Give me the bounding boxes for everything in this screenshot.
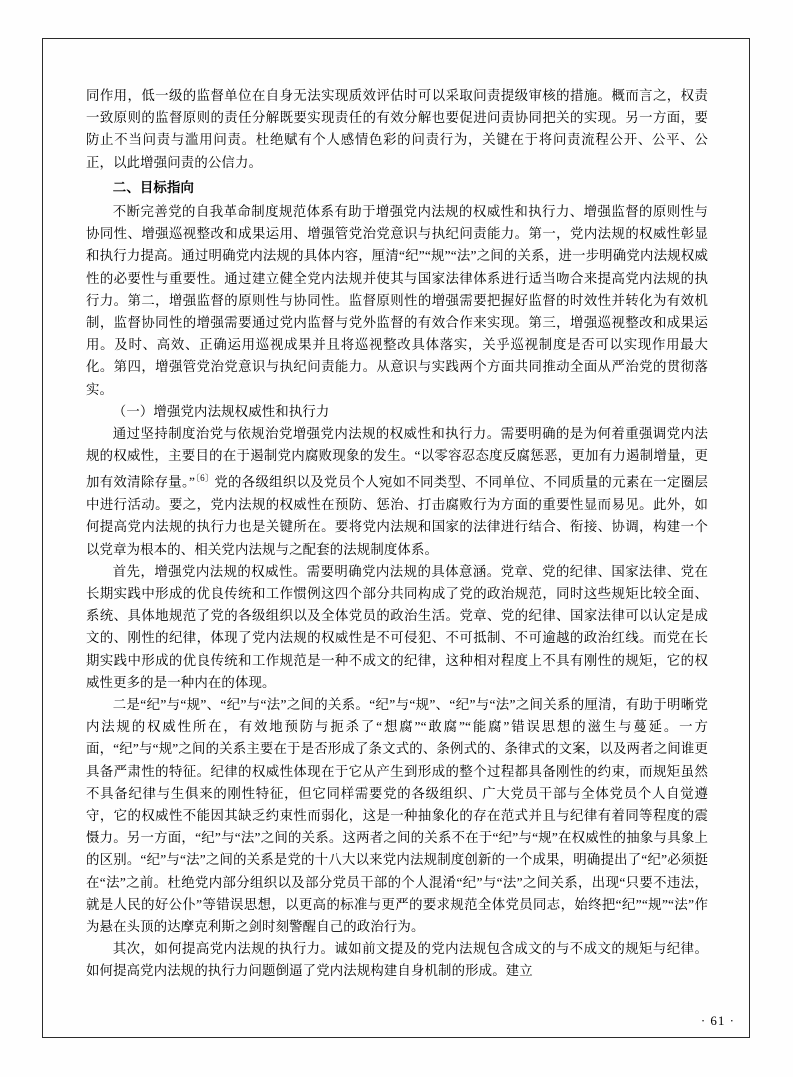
paragraph-text-part-1: 通过坚持制度治党与依规治党增强党内法规的权威性和执行力。需要明确的是为何着重强调党内法规的权威性，主要目的在于遏制党内腐败现象的发生。“以零容忍态度反腐惩恶，更加有力遏制增量，更加有效清除存量。” xyxy=(86,426,708,490)
body-paragraph: 同作用，低一级的监督单位在自身无法实现质效评估时可以采取问责提级审核的措施。概而言之，权责一致原则的监督原则的责任分解既要实现责任的有效分解也要促进问责协同把关的实现。另一方面，要防止不当问责与滥用问责。杜绝赋有个人感情色彩的问责行为，关键在于将问责流程公开、公平、公正，以此增强问责的公信力。 xyxy=(86,88,708,170)
section-heading: 二、目标指向 xyxy=(112,179,195,195)
body-paragraph: 其次，如何提高党内法规的执行力。诚如前文提及的党内法规包含成文的与不成文的规矩与纪律。如何提高党内法规的执行力问题倒逼了党内法规构建自身机制的形成。建立 xyxy=(86,941,708,979)
body-paragraph: 二是“纪”与“规”、“纪”与“法”之间的关系。“纪”与“规”、“纪”与“法”之间关系的厘清，有助于明晰党内法规的权威性所在，有效地预防与扼杀了“想腐”“敢腐”“能腐”错误思想的滋生与蔓延。一方面，“纪”与“规”之间的关系主要在于是否形成了条文式的、条例式的、条律式的文案，以及两者之间谁更具备严肃性的特征。纪律的权威性体现在于它从产生到形成的整个过程都具备刚性的约束，而规矩虽然不具备纪律与生俱来的刚性特征，但它同样需要党的各级组织、广大党员干部与全体党员个人自觉遵守，它的权威性不能因其缺乏约束性而弱化，这是一种抽象化的存在范式并且与纪律有着同等程度的震慑力。另一方面，“纪”与“法”之间的关系。这两者之间的关系不在于“纪”与“规”在权威性的抽象与具象上的区别。“纪”与“法”之间的关系是党的十八大以来党内法规制度创新的一个成果，明确提出了“纪”必须挺在“法”之前。杜绝党内部分组织以及部分党员干部的个人混淆“纪”与“法”之间关系，出现“只要不违法，就是人民的好公仆”等错误思想，以更高的标准与更严的要求规范全体党员同志，始终把“纪”“规”“法”作为悬在头顶的达摩克利斯之剑时刻警醒自己的政治行为。 xyxy=(86,696,708,934)
subsection-heading: （一）增强党内法规权威性和执行力 xyxy=(112,403,330,419)
body-paragraph: 不断完善党的自我革命制度规范体系有助于增强党内法规的权威性和执行力、增强监督的原则性与协同性、增强巡视整改和成果运用、增强管党治党意识与执纪问责能力。第一，党内法规的权威性彰显和执行力提高。通过明确党内法规的具体内容，厘清“纪”“规”“法”之间的关系，进一步明确党内法规权威性的必要性与重要性。通过建立健全党内法规并使其与国家法律体系进行适当吻合来提高党内法规的执行力。第二，增强监督的原则性与协同性。监督原则性的增强需要把握好监督的时效性并转化为有效机制，监督协同性的增强需要通过党内监督与党外监督的有效合作来实现。第三，增强巡视整改和成果运用。及时、高效、正确运用巡视成果并且将巡视整改具体落实，关乎巡视制度是否可以实现作用最大化。第四，增强管党治党意识与执纪问责能力。从意识与实践两个方面共同推动全面从严治党的贯彻落实。 xyxy=(86,204,708,397)
page-content xyxy=(86,85,708,983)
body-paragraph: 首先，增强党内法规的权威性。需要明确党内法规的具体意涵。党章、党的纪律、国家法律、党在长期实践中形成的优良传统和工作惯例这四个部分共同构成了党的政治规范，同时这些规矩比较全面、系统、具体地规范了党的各级组织以及全体党员的政治生活。党章、党的纪律、国家法律可以认定是成文的、刚性的纪律，体现了党内法规的权威性是不可侵犯、不可抵制、不可逾越的政治红线。而党在长期实践中形成的优良传统和工作规范是一种不成文的纪律，这种相对程度上不具有刚性的规矩，它的权威性更多的是一种内在的体现。 xyxy=(86,563,708,690)
paragraph-text-part-2: 党的各级组织以及党员个人宛如不同类型、不同单位、不同质量的元素在一定圈层中进行活动。要之，党内法规的权威性在预防、惩治、打击腐败行为方面的重要性显而易见。此外，如何提高党内法规的执行力也是关键所在。要将党内法规和国家的法律进行结合、衔接、协调，构建一个以党章为根本的、相关党内法规与之配套的法规制度体系。 xyxy=(86,474,708,557)
body-paragraph-with-footnote xyxy=(86,423,708,561)
footnote-marker: 〔6〕 xyxy=(195,473,215,484)
page-number: · 61 · xyxy=(700,1013,735,1028)
